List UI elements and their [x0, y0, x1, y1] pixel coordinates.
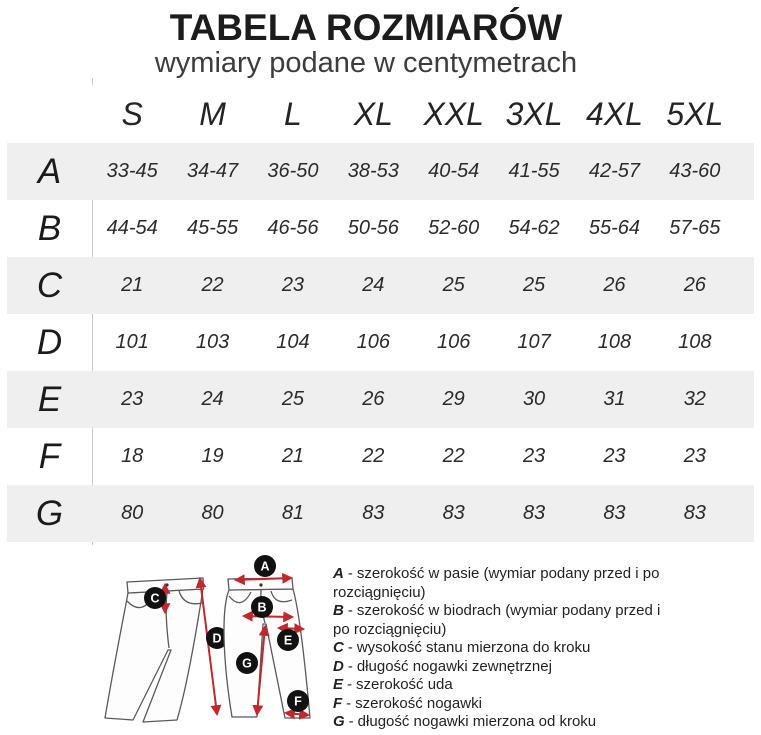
- svg-text:B: B: [257, 600, 267, 615]
- heading-block: [0, 8, 732, 79]
- row-label: G: [35, 493, 64, 533]
- row-label: A: [37, 151, 62, 191]
- legend-letter: D: [333, 657, 344, 675]
- table-row-a: [7, 143, 754, 200]
- legend-letter: F: [333, 694, 343, 712]
- table-cell: 25: [442, 274, 465, 296]
- table-row-e: [7, 371, 754, 428]
- table-cell: 103: [195, 331, 230, 353]
- table-cell: 22: [201, 274, 224, 296]
- legend-text: szerokość w pasie (wymiar podany przed i po rozciągnięciu): [333, 565, 660, 601]
- table-row-b: [7, 200, 754, 257]
- table-cell: 83: [522, 502, 546, 524]
- marker-e: [277, 629, 299, 651]
- table-row-d: [7, 314, 754, 371]
- row-label: F: [38, 436, 61, 476]
- table-cell: 83: [362, 502, 385, 524]
- legend-separator: -: [347, 639, 353, 656]
- legend-separator: -: [347, 676, 353, 693]
- legend-letter: C: [333, 639, 344, 656]
- table-row-c: [7, 257, 754, 314]
- table-cell: 24: [362, 274, 385, 296]
- table-cell: 80: [121, 502, 144, 524]
- column-header-5xl: 5XL: [666, 95, 724, 132]
- table-cell: 21: [281, 445, 305, 467]
- column-header-l: L: [284, 95, 302, 132]
- legend-item-f: [333, 695, 678, 714]
- table-cell: 52-60: [428, 217, 480, 239]
- row-label: C: [36, 265, 63, 305]
- pants-button: [259, 583, 262, 586]
- marker-c: [144, 587, 166, 609]
- table-cell: 101: [115, 331, 149, 353]
- legend-letter: B: [333, 602, 344, 619]
- column-header-m: M: [199, 95, 226, 132]
- table-row-g: [7, 485, 754, 542]
- table-cell: 26: [362, 388, 385, 410]
- table-cell: 23: [121, 388, 144, 410]
- column-header-4xl: 4XL: [585, 95, 643, 132]
- marker-f: [287, 690, 309, 712]
- table-cell: 45-55: [186, 217, 239, 239]
- table-cell: 19: [201, 445, 224, 467]
- measurement-legend: [333, 565, 678, 732]
- table-cell: 22: [362, 445, 385, 467]
- table-cell: 108: [678, 331, 712, 353]
- legend-text: szerokość nogawki: [355, 694, 482, 712]
- table-cell: 108: [597, 331, 632, 353]
- table-cell: 44-54: [106, 217, 158, 239]
- svg-text:A: A: [260, 559, 270, 574]
- legend-letter: G: [333, 713, 345, 730]
- page-subtitle: wymiary podane w centymetrach: [154, 47, 578, 79]
- table-cell: 18: [121, 445, 144, 467]
- table-cell: 23: [522, 445, 546, 467]
- table-cell: 25: [522, 274, 546, 296]
- marker-a: [254, 555, 276, 577]
- table-cell: 26: [603, 274, 626, 296]
- svg-text:E: E: [283, 633, 293, 648]
- table-cell: 83: [603, 502, 626, 524]
- table-cell: 43-60: [669, 160, 721, 182]
- table-cell: 21: [121, 274, 144, 296]
- legend-text: szerokość uda: [356, 676, 453, 693]
- marker-b: [251, 596, 273, 618]
- legend-letter: E: [333, 676, 344, 693]
- column-header-3xl: 3XL: [505, 95, 563, 132]
- legend-separator: -: [347, 602, 353, 619]
- table-cell: 83: [683, 502, 706, 524]
- svg-text:G: G: [242, 656, 252, 671]
- legend-text: długość nogawki zewnętrznej: [356, 657, 552, 675]
- legend-item-d: [333, 658, 678, 677]
- legend-item-g: [333, 713, 678, 732]
- table-cell: 32: [683, 388, 706, 410]
- row-label: D: [36, 322, 63, 362]
- svg-text:F: F: [294, 694, 302, 709]
- legend-text: długość nogawki mierzona od kroku: [357, 713, 597, 730]
- table-cell: 25: [281, 388, 305, 410]
- legend-separator: -: [347, 565, 353, 582]
- size-table: [7, 85, 754, 542]
- row-label: B: [37, 208, 62, 248]
- table-cell: 34-47: [186, 160, 239, 182]
- table-cell: 106: [356, 331, 390, 353]
- table-cell: 40-54: [428, 160, 480, 182]
- legend-text: wysokość stanu mierzona do kroku: [356, 639, 591, 656]
- table-cell: 22: [442, 445, 465, 467]
- row-label: E: [37, 379, 62, 419]
- table-cell: 81: [281, 502, 305, 524]
- table-cell: 46-56: [267, 217, 319, 239]
- legend-text: szerokość w biodrach (wymiar podany przed i po rozciągnięciu): [333, 602, 661, 638]
- legend-separator: -: [348, 713, 354, 730]
- table-cell: 38-53: [347, 160, 399, 182]
- table-cell: 26: [683, 274, 706, 296]
- column-header-s: S: [121, 95, 143, 132]
- table-cell: 83: [442, 502, 465, 524]
- measure-arrow-e: [279, 628, 303, 629]
- legend-separator: -: [347, 657, 353, 675]
- table-cell: 55-64: [588, 217, 641, 239]
- table-row-f: [7, 428, 754, 485]
- legend-item-a: [333, 565, 678, 602]
- table-cell: 80: [201, 502, 224, 524]
- table-cell: 23: [281, 274, 305, 296]
- marker-g: [236, 652, 258, 674]
- table-cell: 54-62: [508, 217, 560, 239]
- table-cell: 24: [201, 388, 224, 410]
- table-cell: 31: [603, 388, 626, 410]
- page-title: TABELA ROZMIARÓW: [169, 7, 563, 48]
- table-cell: 42-57: [588, 160, 641, 182]
- legend-item-c: [333, 639, 678, 658]
- table-cell: 23: [603, 445, 626, 467]
- pants-measurement-diagram: [95, 550, 343, 735]
- table-cell: 33-45: [106, 160, 158, 182]
- table-cell: 107: [517, 331, 551, 353]
- table-cell: 23: [683, 445, 706, 467]
- table-cell: 30: [522, 388, 546, 410]
- table-cell: 50-56: [347, 217, 399, 239]
- column-header-xl: XL: [353, 95, 393, 132]
- svg-text:D: D: [212, 631, 222, 646]
- legend-item-e: [333, 676, 678, 695]
- svg-text:C: C: [150, 591, 160, 606]
- table-cell: 29: [442, 388, 465, 410]
- legend-separator: -: [346, 694, 352, 712]
- table-cell: 57-65: [669, 217, 721, 239]
- table-cell: 104: [276, 331, 310, 353]
- table-cell: 106: [437, 331, 471, 353]
- table-cell: 41-55: [508, 160, 560, 182]
- table-cell: 36-50: [267, 160, 319, 182]
- legend-letter: A: [333, 565, 344, 582]
- legend-item-b: [333, 602, 678, 639]
- column-header-xxl: XXL: [423, 95, 484, 132]
- size-table-header-row: [7, 85, 754, 143]
